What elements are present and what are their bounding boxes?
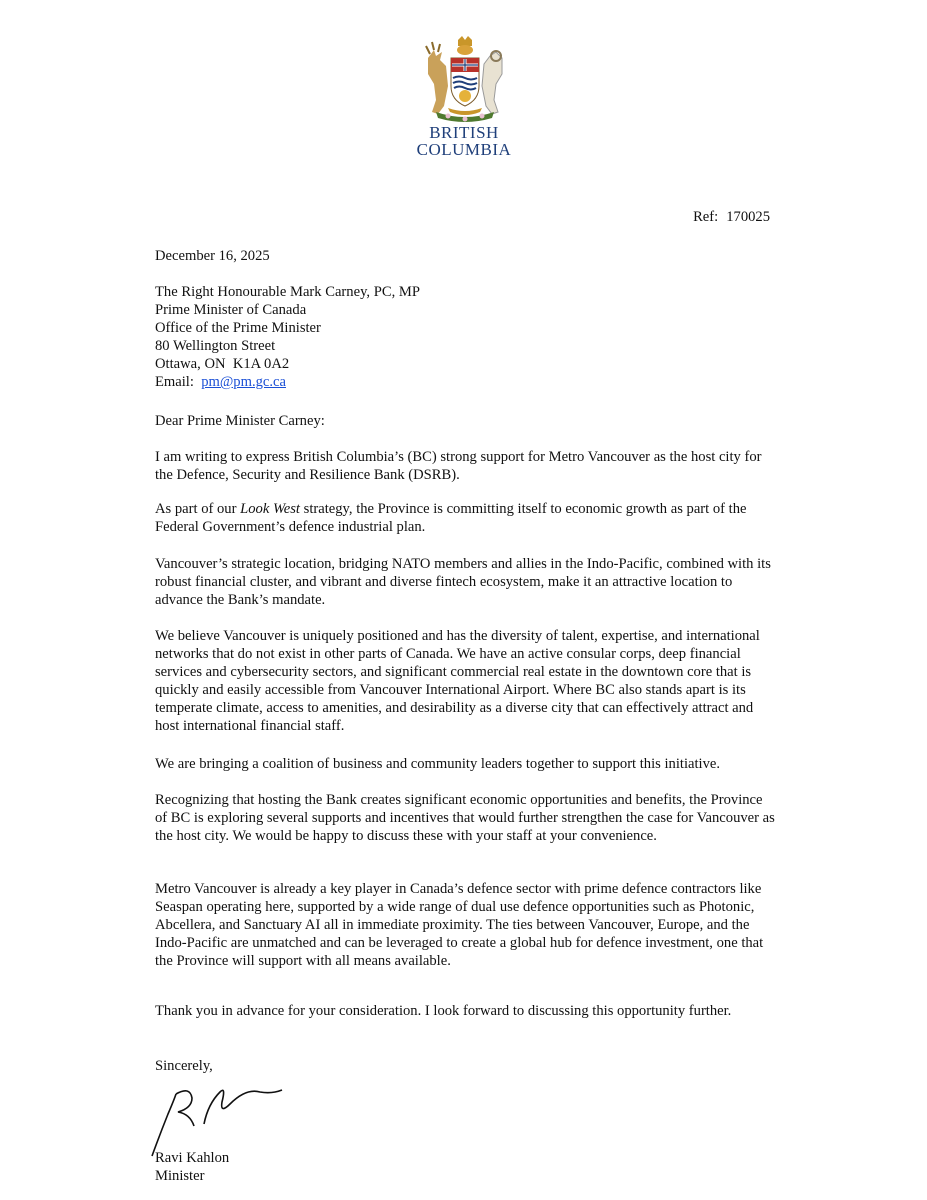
signer-name: Ravi Kahlon [155,1150,230,1166]
body-paragraph-4: We believe Vancouver is uniquely positioned and has the diversity of talent, expertise, and international networks that do not exist in other parts of Canada. We have an active consular corps, deep financial services and cybersecurity sectors, and significant commercial real estate in the downtown core that is quickly and easily accessible from Vancouver International Airport. Where BC also stands apart is its temperate climate, access to amenities, and desirability as a diverse city that can effectively attract and host international financial staff. [155,628,760,734]
body-paragraph-5: We are bringing a coalition of business and community leaders together to support this initiative. [155,756,721,772]
letter-date: December 16, 2025 [155,248,270,264]
bc-coat-of-arms-logo [418,36,512,122]
ref-value: 170025 [726,209,770,225]
wordmark-line-2: COLUMBIA [416,140,512,159]
recipient-office: Office of the Prime Minister [155,320,321,336]
reference-number [600,208,770,226]
wordmark-line-1: BRITISH [429,123,499,142]
recipient-title: Prime Minister of Canada [155,302,307,318]
recipient-name: The Right Honourable Mark Carney, PC, MP [155,284,420,300]
look-west-emphasis: Look West [240,501,300,517]
p2-text-after: strategy, the Province is committing itself to economic growth as part of the Federal Government’s defence industrial plan. [155,501,747,535]
british-columbia-wordmark [400,124,528,158]
body-paragraph-6: Recognizing that hosting the Bank creates significant economic opportunities and benefits, the Province of BC is exploring several supports and incentives that would further strengthen the case for Vancouver as the host city. We would be happy to discuss these with your staff at your convenience. [155,792,775,844]
recipient-email-line [155,373,775,391]
body-paragraph-1: I am writing to express British Columbia’s (BC) strong support for Metro Vancouver as the host city for the Defence, Security and Resilience Bank (DSRB). [155,449,762,483]
recipient-address [155,283,775,391]
body-paragraph-7: Metro Vancouver is already a key player in Canada’s defence sector with prime defence contractors like Seaspan operating here, supported by a wide range of dual use defence opportunities such as Photonic, Abcellera, and Sanctuary AI all in immediate proximity. The ties between Vancouver, Europe, and the Indo-Pacific are unmatched and can be leveraged to create a global hub for defence investment, one that the Province will support with all means available. [155,881,764,969]
body-paragraph-3: Vancouver’s strategic location, bridging NATO members and allies in the Indo-Pacific, combined with its robust financial cluster, and vibrant and diverse fintech ecosystem, make it an attractive location to advance the Bank’s mandate. [155,556,771,608]
ref-label: Ref: [693,209,719,225]
body-paragraph-8: Thank you in advance for your consideration. I look forward to discussing this opportunity further. [155,1003,732,1019]
recipient-street: 80 Wellington Street [155,338,276,354]
signer-title: Minister [155,1168,205,1184]
body-paragraph-2 [155,500,775,536]
email-link[interactable]: pm@pm.gc.ca [201,374,286,390]
salutation: Dear Prime Minister Carney: [155,413,325,429]
recipient-city: Ottawa, ON K1A 0A2 [155,356,290,372]
handwritten-signature [146,1074,306,1160]
p2-text-before: As part of our [155,501,241,517]
closing: Sincerely, [155,1058,213,1074]
email-label: Email: [155,374,194,390]
